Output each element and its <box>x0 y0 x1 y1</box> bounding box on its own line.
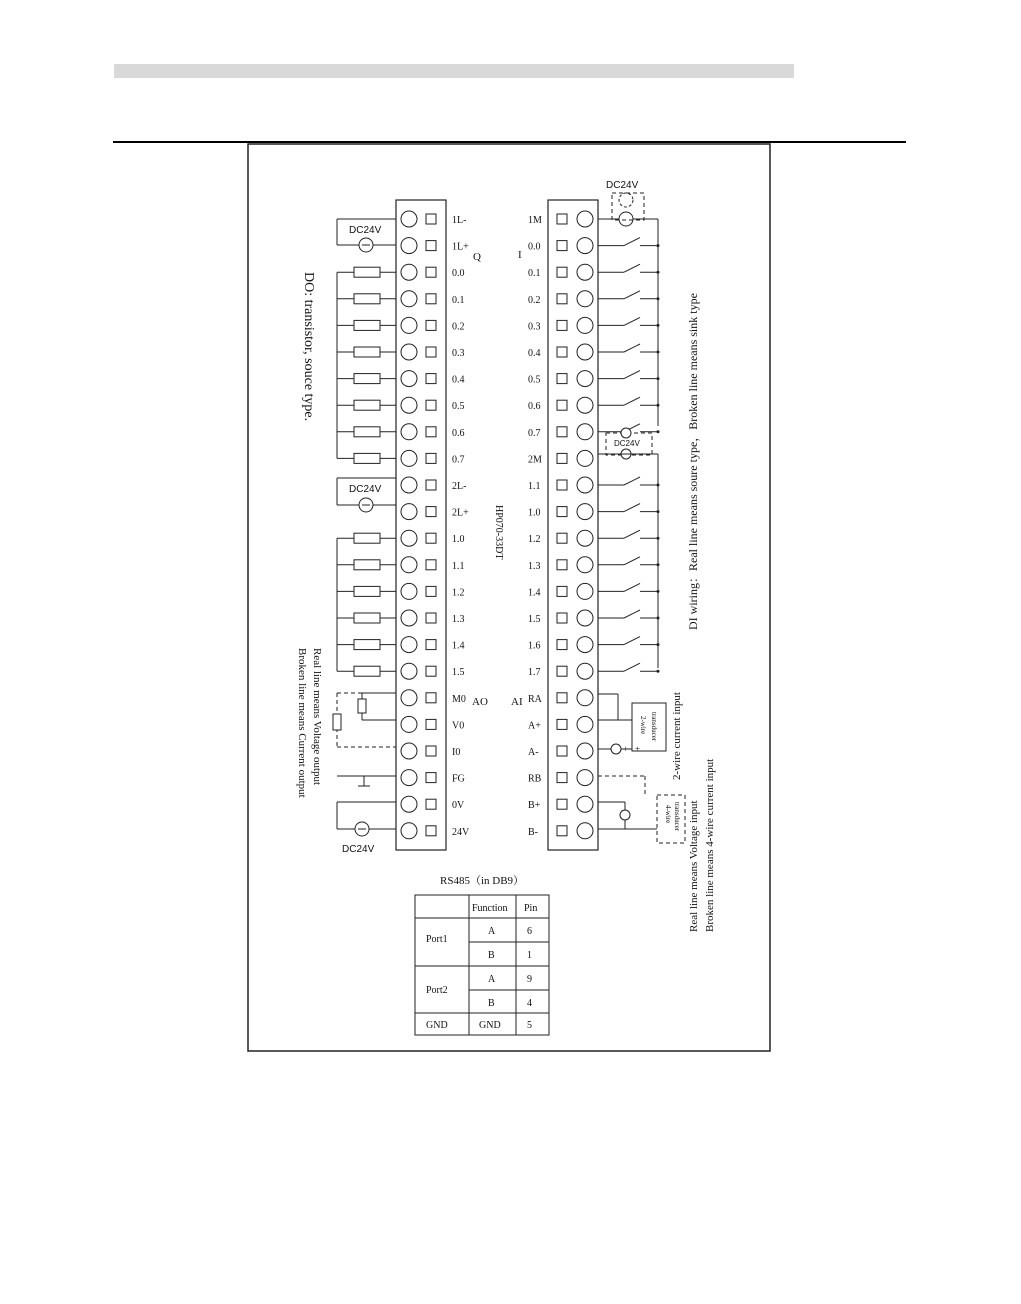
terminal-slot <box>426 773 436 783</box>
terminal-screw <box>401 397 417 413</box>
do-load <box>337 613 396 623</box>
terminal-slot <box>557 267 567 277</box>
left-terminal-row <box>401 770 465 786</box>
svg-text:+: + <box>623 744 629 754</box>
load-resistor <box>354 640 380 650</box>
left-terminal-row <box>401 530 465 546</box>
terminal-slot <box>426 693 436 703</box>
rs485-gnd: GND <box>426 1020 448 1031</box>
svg-text:DC24V: DC24V <box>349 484 382 495</box>
terminal-screw <box>577 291 593 307</box>
right-terminal-label: RA <box>528 693 542 705</box>
terminal-slot <box>557 799 567 809</box>
right-terminal-row <box>528 424 593 440</box>
left-terminals <box>401 211 470 839</box>
right-terminal-label: RB <box>528 773 542 785</box>
do-load <box>337 640 396 650</box>
svg-text:2-wire: 2-wire <box>639 716 647 735</box>
terminal-slot <box>426 666 436 676</box>
right-terminal-label: 1.3 <box>528 560 541 572</box>
left-terminal-label: 1L- <box>452 215 467 226</box>
group-label-ai: AI <box>511 696 523 708</box>
terminal-slot <box>426 586 436 596</box>
right-terminal-label: 1.2 <box>528 534 541 546</box>
right-terminal-row <box>528 637 593 653</box>
terminal-slot <box>557 719 567 729</box>
do-load <box>337 294 396 304</box>
left-terminal-label: 0V <box>452 800 465 812</box>
terminal-slot <box>426 480 436 490</box>
left-terminal-label: 0.7 <box>452 454 465 466</box>
terminal-screw <box>577 690 593 706</box>
terminal-slot <box>557 666 567 676</box>
rs485-func-3: B <box>488 998 495 1009</box>
left-terminal-row <box>401 477 466 493</box>
svg-text:DC24V: DC24V <box>349 225 382 236</box>
right-terminal-label: B+ <box>528 800 541 812</box>
left-terminal-row <box>401 557 465 573</box>
do-load <box>337 586 396 596</box>
terminal-slot <box>426 374 436 384</box>
do-note: DO: transistor, souce type. <box>301 272 316 422</box>
left-terminal-label: 1.3 <box>452 614 465 625</box>
left-terminal-label: 0.6 <box>452 427 465 439</box>
terminal-slot <box>557 773 567 783</box>
terminal-slot <box>557 826 567 836</box>
svg-text:+: + <box>635 744 641 754</box>
right-terminal-label: 0.1 <box>528 268 541 280</box>
rs485-title: RS485（in DB9） <box>440 875 525 887</box>
terminal-slot <box>426 560 436 570</box>
left-terminal-label: 24V <box>452 826 470 838</box>
terminal-slot <box>557 320 567 330</box>
terminal-screw <box>577 424 593 440</box>
right-terminal-label: 1.7 <box>528 667 541 679</box>
load-resistor <box>354 560 380 570</box>
svg-text:transducer: transducer <box>673 802 681 832</box>
terminal-screw <box>401 823 417 839</box>
terminal-slot <box>426 267 436 277</box>
terminal-screw <box>577 530 593 546</box>
left-terminal-label: 1.2 <box>452 587 465 599</box>
terminal-screw <box>401 743 417 759</box>
rs485-pin-0: 6 <box>527 926 532 937</box>
terminal-screw <box>401 264 417 280</box>
terminal-slot <box>557 640 567 650</box>
di-switch <box>598 663 660 673</box>
right-terminal-row <box>528 770 593 786</box>
right-terminal-label: 0.7 <box>528 427 541 439</box>
terminal-screw <box>577 663 593 679</box>
svg-text:transducer: transducer <box>650 712 658 742</box>
terminal-screw <box>401 211 417 227</box>
terminal-slot <box>557 453 567 463</box>
terminal-screw <box>577 371 593 387</box>
left-terminal-label: 1.5 <box>452 667 465 679</box>
terminal-screw <box>401 663 417 679</box>
right-terminal-row <box>528 716 593 732</box>
load-resistor <box>354 427 380 437</box>
right-terminal-row <box>528 557 593 573</box>
left-terminal-row <box>401 424 465 440</box>
terminal-slot <box>557 507 567 517</box>
left-terminal-label: 0.0 <box>452 268 465 280</box>
terminal-slot <box>426 241 436 251</box>
di-switch <box>598 557 660 567</box>
terminal-slot <box>557 294 567 304</box>
right-terminal-label: 1.1 <box>528 481 541 492</box>
right-terminal-label: 0.3 <box>528 321 541 333</box>
terminal-slot <box>426 613 436 623</box>
terminal-screw <box>401 238 417 254</box>
right-terminal-row <box>528 371 593 387</box>
terminal-screw <box>577 823 593 839</box>
di-switch <box>598 397 660 407</box>
right-terminal-row <box>528 530 593 546</box>
right-terminal-label: A+ <box>528 720 541 732</box>
left-terminal-row <box>401 371 465 387</box>
right-terminal-row <box>528 690 593 706</box>
terminal-slot <box>426 799 436 809</box>
terminal-slot <box>557 480 567 490</box>
left-terminal-row <box>401 690 466 706</box>
terminal-screw <box>577 583 593 599</box>
load-resistor <box>354 267 380 277</box>
left-terminal-label: 0.5 <box>452 401 465 413</box>
terminal-screw <box>401 716 417 732</box>
terminal-screw <box>401 504 417 520</box>
right-terminal-row <box>528 477 593 493</box>
terminal-slot <box>426 533 436 543</box>
di-switch <box>598 477 660 487</box>
terminal-screw <box>577 610 593 626</box>
terminal-screw <box>401 424 417 440</box>
terminal-slot <box>426 826 436 836</box>
load-resistor <box>354 453 380 463</box>
left-terminal-row <box>401 397 465 413</box>
terminal-screw <box>577 743 593 759</box>
terminal-screw <box>401 530 417 546</box>
left-terminal-label: 1L+ <box>452 241 469 253</box>
left-terminal-row <box>401 211 466 227</box>
left-terminal-label: M0 <box>452 693 466 705</box>
left-terminal-row <box>401 637 465 653</box>
do-load <box>337 320 396 330</box>
rs485-table <box>415 874 549 1035</box>
right-terminal-row <box>528 291 593 307</box>
di-switch <box>598 610 660 620</box>
right-terminal-label: 1.0 <box>528 507 541 519</box>
load-resistor <box>354 586 380 596</box>
do-load <box>337 453 396 463</box>
do-load <box>337 533 396 543</box>
di-switch <box>598 583 660 593</box>
ao-note-2: Broken line means Current output <box>296 648 308 798</box>
right-terminal-row <box>528 344 593 360</box>
terminal-slot <box>557 400 567 410</box>
terminal-screw <box>577 770 593 786</box>
terminal-slot <box>426 214 436 224</box>
terminal-screw <box>401 690 417 706</box>
terminal-screw <box>577 504 593 520</box>
right-terminal-label: 0.0 <box>528 241 541 253</box>
do-load <box>337 374 396 384</box>
terminal-screw <box>401 291 417 307</box>
load-resistor <box>354 613 380 623</box>
di-switch <box>598 317 660 327</box>
right-terminal-row <box>528 238 593 254</box>
terminal-screw <box>577 477 593 493</box>
di-switch <box>598 264 660 274</box>
terminal-slot <box>426 746 436 756</box>
left-terminal-label: 2L+ <box>452 507 469 519</box>
terminal-slot <box>426 453 436 463</box>
rs485-func-2: A <box>488 974 496 985</box>
rs485-func-1: B <box>488 950 495 961</box>
load-resistor <box>354 320 380 330</box>
terminal-slot <box>557 746 567 756</box>
rs485-pin-3: 4 <box>527 998 532 1009</box>
left-terminal-row <box>401 663 465 679</box>
svg-text:DC24V: DC24V <box>614 439 640 448</box>
do-load <box>337 267 396 277</box>
svg-text:DC24V: DC24V <box>606 180 639 191</box>
di-switch <box>598 637 660 647</box>
svg-text:4-wire: 4-wire <box>664 805 672 824</box>
right-terminal-label: 0.2 <box>528 294 541 306</box>
load-resistor <box>354 374 380 384</box>
right-terminal-label: B- <box>528 826 538 838</box>
di-note: DI wiring：Real line means soure type，Broken line means sink type <box>686 293 700 630</box>
terminal-screw <box>577 557 593 573</box>
rs485-header-pin: Pin <box>524 903 538 914</box>
terminal-screw <box>577 211 593 227</box>
terminal-slot <box>557 427 567 437</box>
do-load <box>337 560 396 570</box>
terminal-screw <box>577 264 593 280</box>
terminal-screw <box>401 371 417 387</box>
do-load <box>337 400 396 410</box>
di-switch <box>598 238 660 248</box>
group-label-i: I <box>518 249 522 261</box>
terminal-slot <box>426 507 436 517</box>
right-terminal-row <box>528 450 593 466</box>
ai-note-1: Real line means Voltage input <box>688 800 700 932</box>
terminal-screw <box>401 583 417 599</box>
dc24v-source-di-1 <box>598 180 658 426</box>
left-terminal-label: 0.1 <box>452 294 465 306</box>
terminal-slot <box>426 320 436 330</box>
left-terminal-row <box>401 450 465 466</box>
left-terminal-label: V0 <box>452 720 465 732</box>
terminal-slot <box>557 347 567 357</box>
rs485-func-4: GND <box>479 1020 501 1031</box>
right-terminal-label: 0.5 <box>528 374 541 386</box>
do-wiring <box>337 267 396 676</box>
left-terminal-row <box>401 583 465 599</box>
terminal-screw <box>577 450 593 466</box>
right-terminal-label: 2M <box>528 454 542 466</box>
left-terminal-label: 1.1 <box>452 560 465 572</box>
rs485-func-0: A <box>488 926 496 937</box>
terminal-screw <box>401 610 417 626</box>
do-load <box>337 347 396 357</box>
di-switch <box>598 504 660 513</box>
terminal-slot <box>426 400 436 410</box>
di-switch <box>598 530 660 540</box>
left-terminal-row <box>401 504 469 520</box>
right-terminal-row <box>528 743 593 759</box>
right-terminal-row <box>528 504 593 520</box>
dc24v-source-di-2 <box>598 428 658 668</box>
right-terminal-label: 1M <box>528 215 542 226</box>
do-load <box>337 427 396 437</box>
terminal-slot <box>426 640 436 650</box>
dc24v-source-1 <box>337 219 396 252</box>
right-terminal-row <box>528 663 593 679</box>
terminal-screw <box>401 477 417 493</box>
right-terminal-row <box>528 796 593 812</box>
di-switch <box>598 291 660 301</box>
terminal-screw <box>401 344 417 360</box>
rs485-pin-4: 5 <box>527 1020 532 1031</box>
load-resistor <box>354 347 380 357</box>
rs485-header-function: Function <box>472 903 508 914</box>
terminal-slot <box>557 693 567 703</box>
ao-wiring <box>333 693 396 747</box>
ao-note-1: Real line means Voltage output <box>311 648 323 786</box>
terminal-screw <box>401 450 417 466</box>
terminal-slot <box>557 374 567 384</box>
group-label-ao: AO <box>472 696 488 708</box>
left-terminal-label: I0 <box>452 747 461 758</box>
terminal-slot <box>557 613 567 623</box>
right-terminal-label: 1.6 <box>528 640 541 652</box>
terminal-slot <box>557 533 567 543</box>
fg-ground <box>337 776 396 786</box>
left-terminal-row <box>401 610 465 626</box>
left-terminal-label: 1.0 <box>452 534 465 546</box>
right-terminal-label: 1.4 <box>528 587 541 599</box>
left-terminal-label: 0.2 <box>452 321 465 333</box>
di-switch <box>598 371 660 381</box>
left-terminal-row <box>401 317 465 333</box>
dc24v-source-2 <box>337 478 396 512</box>
right-terminal-row <box>528 610 593 626</box>
left-terminal-label: 2L- <box>452 481 467 492</box>
left-terminal-row <box>401 796 465 812</box>
right-terminals <box>528 211 593 839</box>
left-terminal-row <box>401 716 464 732</box>
load-resistor <box>354 533 380 543</box>
do-load <box>337 666 396 676</box>
model-label: HP070-33DT <box>493 505 504 560</box>
load-resistor <box>354 294 380 304</box>
rs485-port2: Port2 <box>426 985 448 996</box>
left-terminal-row <box>401 823 470 839</box>
left-terminal-row <box>401 264 465 280</box>
terminal-slot <box>426 347 436 357</box>
load-resistor <box>354 400 380 410</box>
left-terminal-label: 0.3 <box>452 348 465 359</box>
terminal-screw <box>401 317 417 333</box>
terminal-screw <box>577 238 593 254</box>
terminal-slot <box>426 294 436 304</box>
terminal-slot <box>557 560 567 570</box>
terminal-screw <box>401 770 417 786</box>
terminal-screw <box>577 796 593 812</box>
right-terminal-row <box>528 264 593 280</box>
rs485-port1: Port1 <box>426 934 448 945</box>
di-switch <box>598 344 660 354</box>
terminal-screw <box>401 557 417 573</box>
right-terminal-label: 0.6 <box>528 401 541 413</box>
terminal-screw <box>577 637 593 653</box>
load-resistor <box>354 666 380 676</box>
terminal-screw <box>577 397 593 413</box>
terminal-slot <box>557 214 567 224</box>
svg-text:DC24V: DC24V <box>342 844 375 855</box>
left-terminal-row <box>401 344 465 360</box>
right-terminal-row <box>528 823 593 839</box>
rs485-pin-1: 1 <box>527 950 532 961</box>
terminal-slot <box>557 241 567 251</box>
rs485-pin-2: 9 <box>527 974 532 985</box>
dc24v-source-3 <box>337 802 396 855</box>
terminal-screw <box>401 637 417 653</box>
right-terminal-label: 1.5 <box>528 614 541 625</box>
left-terminal-row <box>401 238 469 254</box>
terminal-slot <box>426 719 436 729</box>
right-terminal-row <box>528 397 593 413</box>
left-terminal-label: FG <box>452 773 465 785</box>
group-label-q: Q <box>473 251 481 263</box>
left-terminal-label: 0.4 <box>452 374 465 386</box>
right-terminal-row <box>528 317 593 333</box>
ai-2wire-note: 2-wire current input <box>671 692 683 780</box>
left-terminal-row <box>401 743 460 759</box>
right-terminal-label: 0.4 <box>528 348 541 359</box>
terminal-screw <box>577 317 593 333</box>
terminal-slot <box>426 427 436 437</box>
terminal-screw <box>401 796 417 812</box>
left-terminal-row <box>401 291 465 307</box>
left-terminal-label: 1.4 <box>452 640 465 652</box>
ai-note-2: Broken line means 4-wire current input <box>704 758 716 932</box>
terminal-slot <box>557 586 567 596</box>
right-terminal-label: A- <box>528 747 539 758</box>
terminal-screw <box>577 344 593 360</box>
right-terminal-row <box>528 211 593 227</box>
right-terminal-row <box>528 583 593 599</box>
terminal-screw <box>577 716 593 732</box>
